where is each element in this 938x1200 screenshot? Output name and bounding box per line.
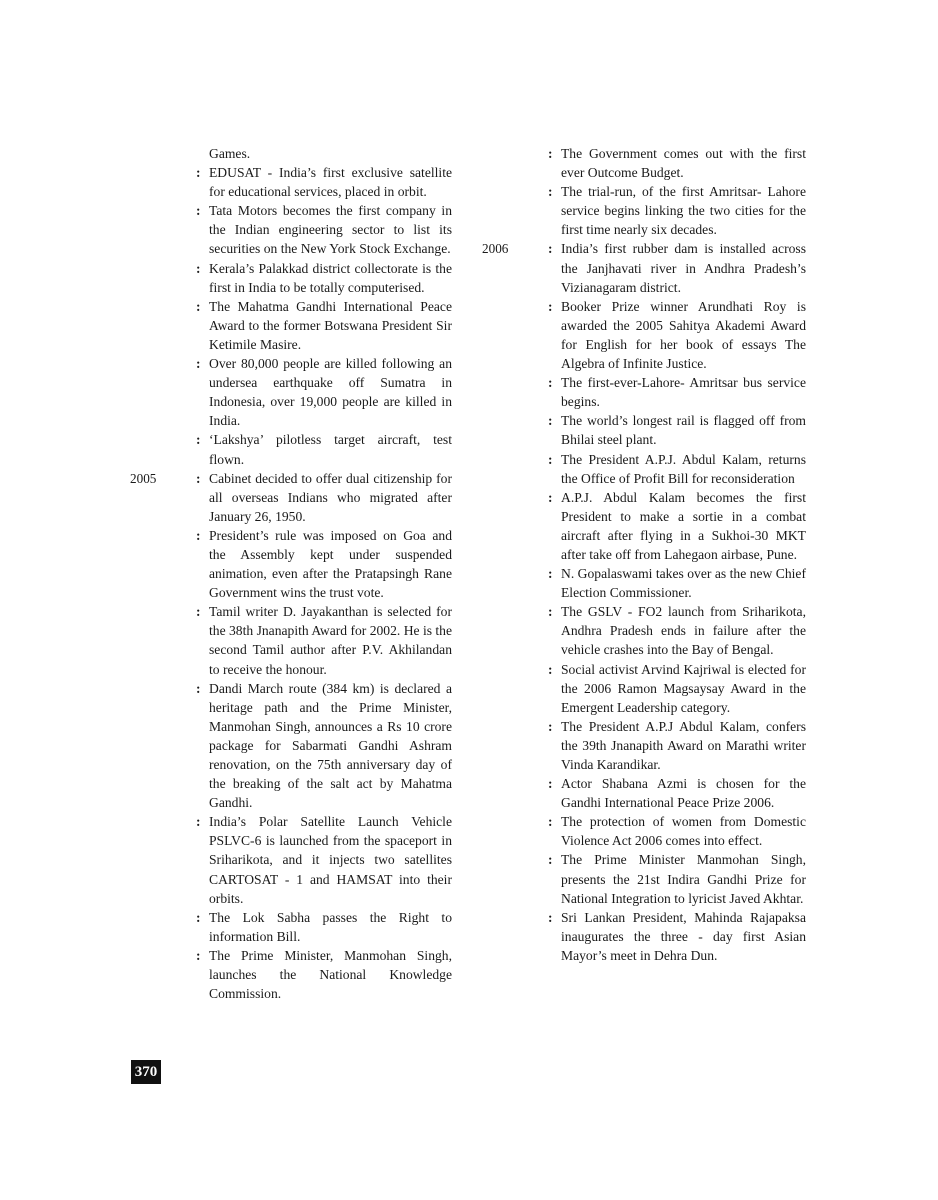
entry-text: Tata Motors becomes the first company in the Indian engineering sector to list its securities on the New York Stock Exchange. xyxy=(209,203,452,257)
entry-text: EDUSAT - India’s first exclusive satellite for educational services, placed in orbit. xyxy=(209,165,452,200)
entry-text: The Prime Minister, Manmohan Singh, launches the National Knowledge Commission. xyxy=(209,947,452,1002)
right-column xyxy=(482,144,806,965)
list-item: : President’s rule was imposed on Goa and the Assembly kept under suspended animation, even after the Pratapsingh Rane Government wins the trust vote. xyxy=(130,526,452,602)
year-label: 2006 xyxy=(482,241,509,257)
list-item: : A.P.J. Abdul Kalam becomes the first President to make a sortie in a combat aircraft after flying in a Sukhoi-30 MKT after take off from Lahegaon airbase, Pune. xyxy=(482,488,806,564)
list-item: : The Mahatma Gandhi International Peace Award to the former Botswana President Sir Ketimile Masire. xyxy=(130,297,452,354)
list-item xyxy=(130,144,452,163)
list-item: : ‘Lakshya’ pilotless target aircraft, test flown. xyxy=(130,430,452,468)
entry-text: The first-ever-Lahore- Amritsar bus service begins. xyxy=(561,375,806,410)
list-item: : The world’s longest rail is flagged off from Bhilai steel plant. xyxy=(482,411,806,449)
list-item: : The trial-run, of the first Amritsar- Lahore service begins linking the two cities for the first time nearly six decades. xyxy=(482,182,806,239)
list-item: : Social activist Arvind Kajriwal is elected for the 2006 Ramon Magsaysay Award in the Emergent Leadership category. xyxy=(482,660,806,717)
entry-text: The world’s longest rail is flagged off from Bhilai steel plant. xyxy=(561,413,806,448)
entry-text: The protection of women from Domestic Violence Act 2006 comes into effect. xyxy=(561,814,806,849)
list-item: : The GSLV - FO2 launch from Sriharikota, Andhra Pradesh ends in failure after the vehicle crashes into the Bay of Bengal. xyxy=(482,602,806,659)
list-item: : N. Gopalaswami takes over as the new Chief Election Commissioner. xyxy=(482,564,806,602)
entry-text: The Prime Minister Manmohan Singh, presents the 21st Indira Gandhi Prize for National Integration to lyricist Javed Akhtar. xyxy=(561,852,806,906)
entry-text: A.P.J. Abdul Kalam becomes the first President to make a sortie in a combat aircraft after flying in a Sukhoi-30 MKT after take off from Lahegaon airbase, Pune. xyxy=(561,489,806,562)
entry-text: India’s Polar Satellite Launch Vehicle PSLVC-6 is launched from the spaceport in Sriharikota, and it injects two satellites CARTOSAT - 1 and HAMSAT into their orbits. xyxy=(209,814,452,906)
list-item: : Actor Shabana Azmi is chosen for the Gandhi International Peace Prize 2006. xyxy=(482,774,806,812)
list-item: : The Lok Sabha passes the Right to information Bill. xyxy=(130,908,452,946)
entry-text: Kerala’s Palakkad district collectorate is the first in India to be totally computerised. xyxy=(209,260,452,295)
entry-text: The President A.P.J Abdul Kalam, confers the 39th Jnanapith Award on Marathi writer Vinda Karandikar. xyxy=(561,718,806,772)
list-item: 2006 : India’s first rubber dam is installed across the Janjhavati river in Andhra Pradesh’s Vizianagaram district. xyxy=(482,239,806,296)
list-item: : The protection of women from Domestic Violence Act 2006 comes into effect. xyxy=(482,812,806,850)
entry-text: Over 80,000 people are killed following an undersea earthquake off Sumatra in Indonesia, over 19,000 people are killed in India. xyxy=(209,356,452,429)
entry-text: India’s first rubber dam is installed across the Janjhavati river in Andhra Pradesh’s Vizianagaram district. xyxy=(561,241,806,295)
entry-text: President’s rule was imposed on Goa and the Assembly kept under suspended animation, even after the Pratapsingh Rane Government wins the trust vote. xyxy=(209,527,452,601)
list-item: 2005 : Cabinet decided to offer dual citizenship for all overseas Indians who migrated after January 26, 1950. xyxy=(130,469,452,526)
list-item: : Booker Prize winner Arundhati Roy is awarded the 2005 Sahitya Akademi Award for English for her book of essays The Algebra of Infinite Justice. xyxy=(482,297,806,373)
entry-text: ‘Lakshya’ pilotless target aircraft, test flown. xyxy=(209,432,452,467)
entry-text: Social activist Arvind Kajriwal is elected for the 2006 Ramon Magsaysay Award in the Emergent Leadership category. xyxy=(561,661,806,715)
list-item: : Sri Lankan President, Mahinda Rajapaksa inaugurates the three - day first Asian Mayor’s meet in Dehra Dun. xyxy=(482,908,806,965)
list-item: : India’s Polar Satellite Launch Vehicle PSLVC-6 is launched from the spaceport in Sriharikota, and it injects two satellites CARTOSAT - 1 and HAMSAT into their orbits. xyxy=(130,812,452,907)
list-item: : Over 80,000 people are killed following an undersea earthquake off Sumatra in Indonesia, over 19,000 people are killed in India. xyxy=(130,354,452,430)
list-item: : The President A.P.J Abdul Kalam, confers the 39th Jnanapith Award on Marathi writer Vinda Karandikar. xyxy=(482,717,806,774)
entry-text: Tamil writer D. Jayakanthan is selected for the 38th Jnanapith Award for 2002. He is the second Tamil author after P.V. Akhilandan to receive the honour. xyxy=(209,604,453,677)
list-item: : Tata Motors becomes the first company in the Indian engineering sector to list its securities on the New York Stock Exchange. xyxy=(130,201,452,258)
entry-text: The GSLV - FO2 launch from Sriharikota, Andhra Pradesh ends in failure after the vehicle crashes into the Bay of Bengal. xyxy=(561,604,806,658)
entry-text: Actor Shabana Azmi is chosen for the Gandhi International Peace Prize 2006. xyxy=(561,776,806,811)
list-item: : EDUSAT - India’s first exclusive satellite for educational services, placed in orbit. xyxy=(130,163,452,201)
entry-text: The President A.P.J. Abdul Kalam, returns the Office of Profit Bill for reconsideration xyxy=(561,451,806,486)
list-item: : Tamil writer D. Jayakanthan is selected for the 38th Jnanapith Award for 2002. He is the second Tamil author after P.V. Akhilandan to receive the honour. xyxy=(130,602,452,678)
list-item: : The Prime Minister Manmohan Singh, presents the 21st Indira Gandhi Prize for National Integration to lyricist Javed Akhtar. xyxy=(482,850,806,907)
list-item: : The Government comes out with the first ever Outcome Budget. xyxy=(482,144,806,182)
page-number: 370 xyxy=(131,1060,161,1084)
left-column xyxy=(130,144,452,1003)
list-item: : The President A.P.J. Abdul Kalam, returns the Office of Profit Bill for reconsideration xyxy=(482,450,806,488)
entry-text: The Lok Sabha passes the Right to information Bill. xyxy=(209,909,452,944)
entry-text: Cabinet decided to offer dual citizenship for all overseas Indians who migrated after January 26, 1950. xyxy=(209,470,452,524)
list-item: : Kerala’s Palakkad district collectorate is the first in India to be totally computerised. xyxy=(130,259,452,297)
entry-text: The Mahatma Gandhi International Peace Award to the former Botswana President Sir Ketimile Masire. xyxy=(209,298,452,352)
entry-text: Booker Prize winner Arundhati Roy is awarded the 2005 Sahitya Akademi Award for English for her book of essays The Algebra of Infinite Justice. xyxy=(561,298,806,372)
year-label: 2005 xyxy=(130,470,157,486)
entry-text: N. Gopalaswami takes over as the new Chief Election Commissioner. xyxy=(561,566,806,601)
list-item: : The Prime Minister, Manmohan Singh, launches the National Knowledge Commission. xyxy=(130,946,452,1003)
entry-text: Dandi March route (384 km) is declared a heritage path and the Prime Minister, Manmohan Singh, announces a Rs 10 crore package for Sabarmati Gandhi Ashram renovation, on the 75th anniversary day of the breaking of the salt act by Mahatma Gandhi. xyxy=(209,680,452,811)
entry-text: The Government comes out with the first ever Outcome Budget. xyxy=(561,146,806,181)
list-item: : Dandi March route (384 km) is declared a heritage path and the Prime Minister, Manmohan Singh, announces a Rs 10 crore package for Sabarmati Gandhi Ashram renovation, on the 75th anniversary day of the breaking of the salt act by Mahatma Gandhi. xyxy=(130,679,452,813)
entry-text: Sri Lankan President, Mahinda Rajapaksa inaugurates the three - day first Asian Mayor’s meet in Dehra Dun. xyxy=(561,909,806,963)
list-item: : The first-ever-Lahore- Amritsar bus service begins. xyxy=(482,373,806,411)
entry-text: The trial-run, of the first Amritsar- Lahore service begins linking the two cities for the first time nearly six decades. xyxy=(561,184,806,238)
entry-text: Games. xyxy=(209,146,251,161)
